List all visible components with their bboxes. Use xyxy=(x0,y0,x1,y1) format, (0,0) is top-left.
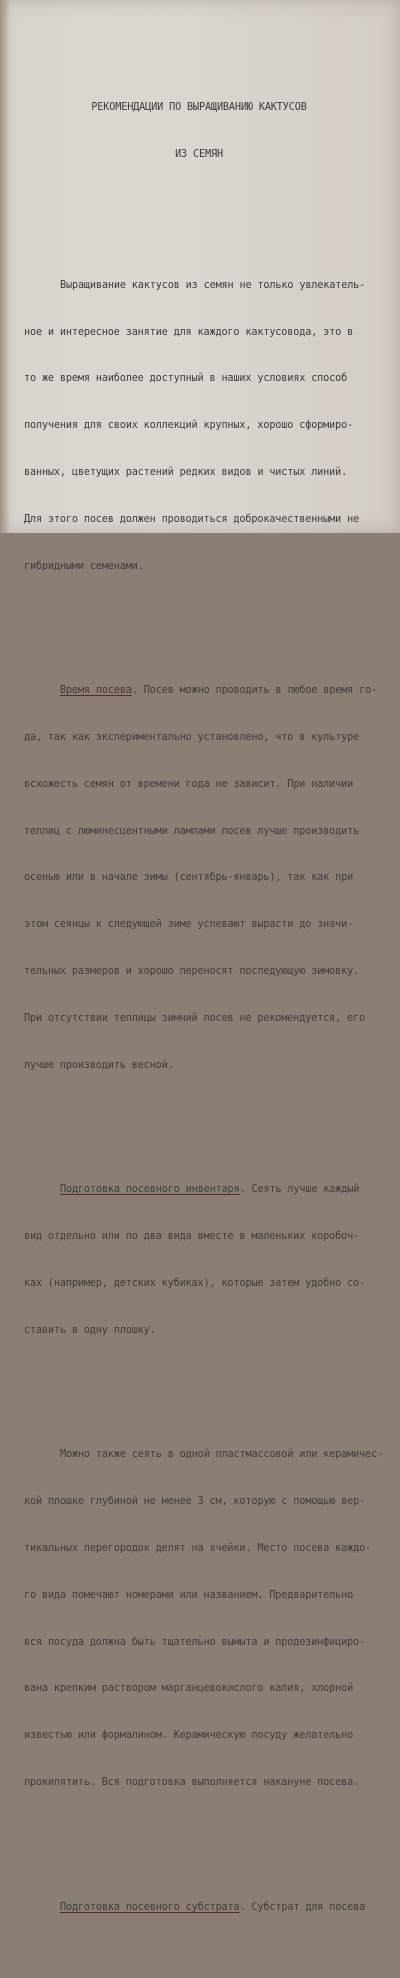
intro-line: ное и интересное занятие для каждого кактусовода, это в xyxy=(24,326,354,338)
page-edge-shadow xyxy=(0,0,10,533)
bowl-line: прокипятить. Вся подготовка выполняется накануне посева. xyxy=(24,1776,360,1788)
bowl-paragraph xyxy=(24,1416,384,1821)
sowing-time-line: лучше производить весной. xyxy=(24,1059,174,1071)
inventory-first-line xyxy=(24,1182,374,1198)
bowl-line: го вида помечают номерами или названием. Предварительно xyxy=(24,1589,354,1601)
inventory-line: ках (например, детских кубиках), которые затем удобно со- xyxy=(24,1277,366,1289)
inventory-paragraph xyxy=(24,1151,374,1369)
sowing-time-line: тельных размеров и хорошо переносят последующую зимовку. xyxy=(24,966,360,978)
intro-line: гибридными семенами. xyxy=(24,560,144,572)
sowing-time-line: этом сеянцы к следующей зиме успевают вырасти до значи- xyxy=(24,919,354,931)
intro-line: то же время наиболее доступный в наших условиях способ xyxy=(24,373,348,385)
sowing-time-paragraph xyxy=(24,652,378,1104)
inventory-heading: Подготовка посевного инвентаря xyxy=(60,1184,240,1196)
title-line-2: ИЗ СЕМЯН xyxy=(175,149,223,161)
bowl-line: вана крепким раствором марганцевокислого калия, хлорной xyxy=(24,1683,354,1695)
bowl-line: известью или формалином. Керамическую посуду желательно xyxy=(24,1730,354,1742)
sowing-time-line: При отсутствии теплицы зимний посев не рекомендуется, его xyxy=(24,1012,366,1024)
substrate-heading: Подготовка посевного субстрата xyxy=(60,1901,240,1913)
intro-line: ванных, цветущих растений редких видов и чистых линий. xyxy=(24,467,348,479)
sowing-time-line: да, так как экспериментально установлено, что в культуре xyxy=(24,732,360,744)
inventory-first-line-rest: . Сеять лучше каждый xyxy=(239,1184,360,1196)
sowing-time-first-line-rest: . Посев можно проводить в любое время го- xyxy=(131,685,378,697)
sowing-time-first-line xyxy=(24,683,378,699)
document-body xyxy=(24,38,384,1978)
sowing-time-heading: Время посева xyxy=(60,685,132,697)
intro-line: Для этого посев должен проводиться доброкачественными не xyxy=(24,513,360,525)
intro-line: Выращивание кактусов из семян не только увлекатель- xyxy=(60,279,366,291)
substrate-first-line xyxy=(24,1900,374,1916)
bowl-line: вся посуда должна быть тщательно вымыта и продезинфициро- xyxy=(24,1636,366,1648)
inventory-line: ставить в одну плошку. xyxy=(24,1324,156,1336)
sowing-time-line: всхожесть семян от времени года не зависит. При наличии xyxy=(24,778,354,790)
document-title xyxy=(24,69,374,194)
sowing-time-line: осенью или в начале зимы (сентябрь-январь), так как при xyxy=(24,872,354,884)
bowl-line: кой плошке глубиной не менее 3 см, которую с помощью вер- xyxy=(24,1496,366,1508)
inventory-line: вид отдельно или по два вида вместе в маленьких коробоч- xyxy=(24,1231,360,1243)
intro-line: получения для своих коллекций крупных, хорошо сформиро- xyxy=(24,420,354,432)
title-line-1: РЕКОМЕНДАЦИИ ПО ВЫРАЩИВАНИЮ КАКТУСОВ xyxy=(91,102,307,114)
bowl-line: тикальных перегородок делят на ячейки. Место посева каждо- xyxy=(24,1543,372,1554)
intro-paragraph xyxy=(24,247,374,606)
sowing-time-line: теплиц с люминесцентными лампами посев лучше производить xyxy=(24,825,360,837)
substrate-first-line-rest: . Субстрат для посева xyxy=(239,1901,366,1913)
bowl-line: Можно также сеять в одной пластмассовой или керамичес- xyxy=(60,1449,384,1461)
substrate-paragraph xyxy=(24,1868,374,1946)
